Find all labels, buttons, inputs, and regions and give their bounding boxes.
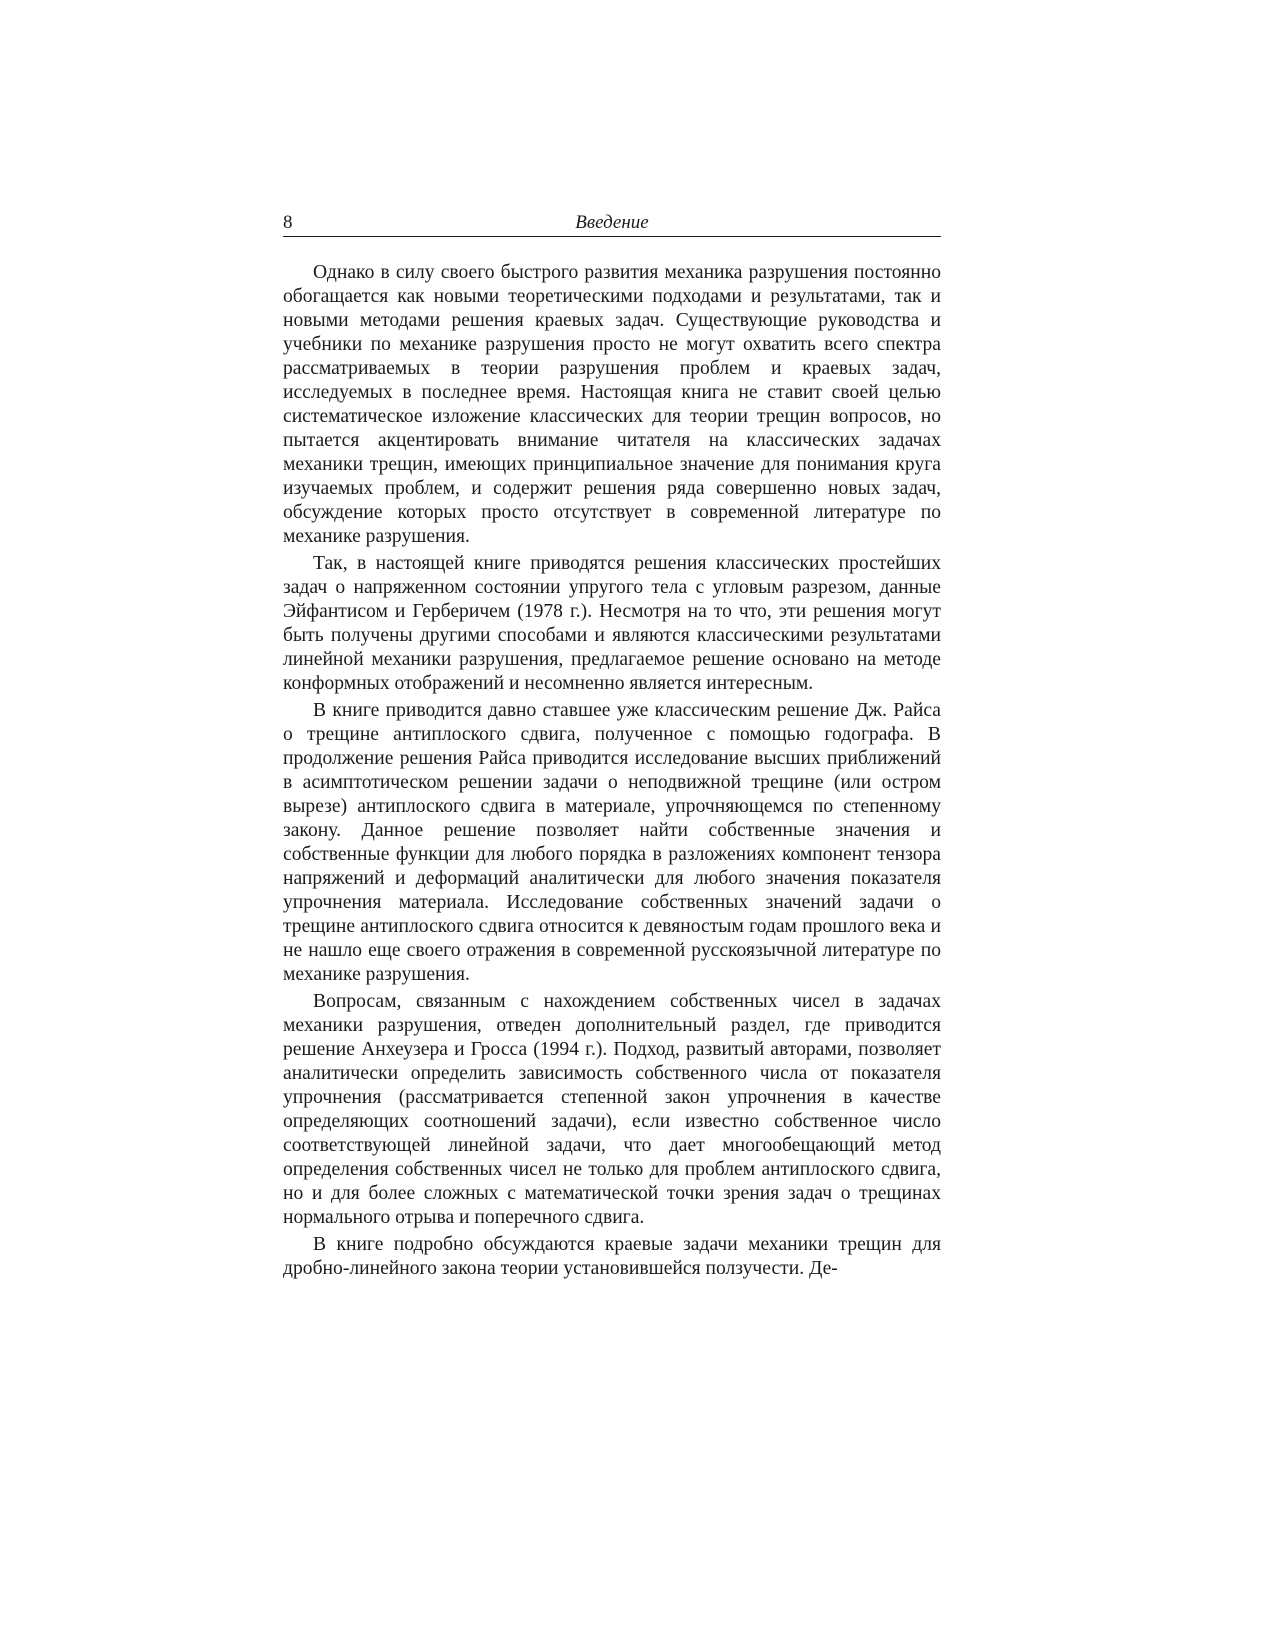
book-page bbox=[283, 206, 941, 1281]
running-header bbox=[283, 206, 941, 237]
paragraph-2: Так, в настоящей книге приводятся решения классических простейших задач о напряженном состоянии упругого тела с угловым разрезом, данные Эйфантисом и Герберичем (1978 г.). Несмотря на то что, эти решения могут быть получены другими способами и являются классическими результатами линейной механики разрушения, предлагаемое решение основано на методе конформных отображений и несомненно является интересным. bbox=[283, 553, 941, 694]
page-number: 8 bbox=[283, 212, 293, 233]
body-text bbox=[283, 261, 941, 1281]
paragraph-4: Вопросам, связанным с нахождением собственных чисел в задачах механики разрушения, отведен дополнительный раздел, где приводится решение Анхеузера и Гросса (1994 г.). Подход, развитый авторами, позволяет аналитически определить зависимость собственного числа от показателя упрочнения (рассматривается степенной закон упрочнения в качестве определяющих соотношений задачи), если известно собственное число соответствующей линейной задачи, что дает многообещающий метод определения собственных чисел не только для проблем антиплоского сдвига, но и для более сложных с математической точки зрения задач о трещинах нормального отрыва и поперечного сдвига. bbox=[283, 991, 941, 1228]
section-title: Введение bbox=[575, 212, 649, 233]
paragraph-3: В книге приводится давно ставшее уже классическим решение Дж. Райса о трещине антиплоского сдвига, полученное с помощью годографа. В продолжение решения Райса приводится исследование высших приближений в асимптотическом решении задачи о неподвижной трещине (или остром вырезе) антиплоского сдвига в материале, упрочняющемся по степенному закону. Данное решение позволяет найти собственные значения и собственные функции для любого порядка в разложениях компонент тензора напряжений и деформаций аналитически для любого значения показателя упрочнения материала. Исследование собственных значений задачи о трещине антиплоского сдвига относится к девяностым годам прошлого века и не нашло еще своего отражения в современной русскоязычной литературе по механике разрушения. bbox=[283, 700, 941, 985]
paragraph-5: В книге подробно обсуждаются краевые задачи механики трещин для дробно-линейного закона теории установившейся ползучести. Де- bbox=[283, 1234, 941, 1279]
paragraph-1: Однако в силу своего быстрого развития механика разрушения постоянно обогащается как новыми теоретическими подходами и результатами, так и новыми методами решения краевых задач. Существующие руководства и учебники по механике разрушения просто не могут охватить всего спектра рассматриваемых в теории разрушения проблем и краевых задач, исследуемых в последнее время. Настоящая книга не ставит своей целью систематическое изложение классических для теории трещин вопросов, но пытается акцентировать внимание читателя на классических задачах механики трещин, имеющих принципиальное значение для понимания круга изучаемых проблем, и содержит решения ряда совершенно новых задач, обсуждение которых просто отсутствует в современной литературе по механике разрушения. bbox=[283, 262, 941, 547]
